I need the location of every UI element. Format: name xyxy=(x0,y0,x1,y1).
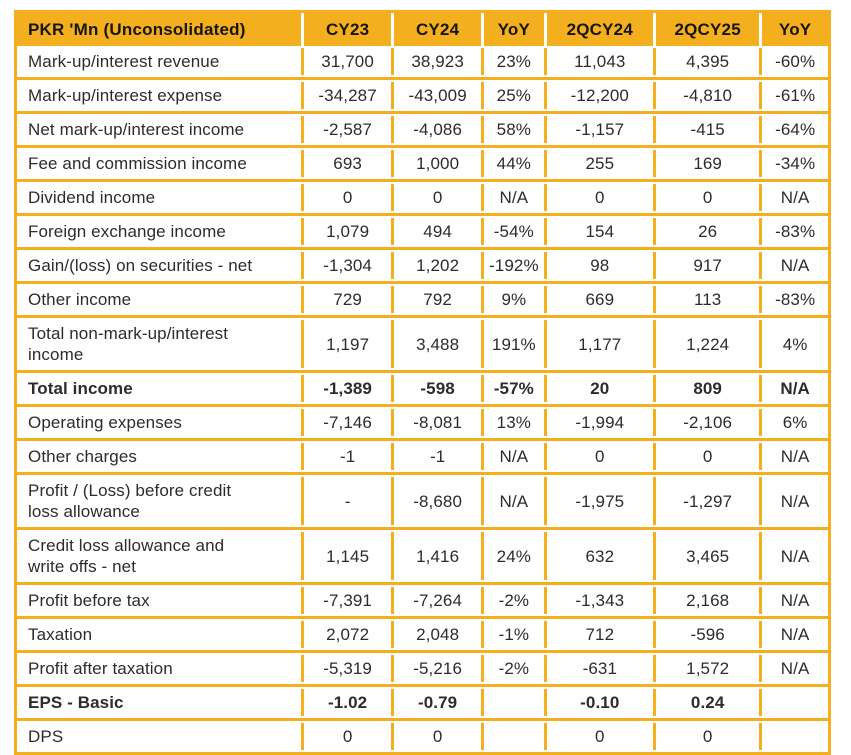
value-cell: -34% xyxy=(775,154,816,173)
header-cell-yoy-annual: YoY xyxy=(484,13,546,46)
value-cell: 25% xyxy=(484,82,546,109)
value-cell: -57% xyxy=(484,375,546,402)
value-cell: 26 xyxy=(656,218,762,245)
header-cell-2qcy25: 2QCY25 xyxy=(656,13,762,46)
row-label-cell: Other income xyxy=(17,286,304,313)
value-cell: -83% xyxy=(775,290,816,309)
value-cell: -2,106 xyxy=(656,409,762,436)
table-row xyxy=(17,718,828,752)
table-row xyxy=(17,281,828,315)
value-cell: -1.02 xyxy=(304,689,394,716)
value-cell: 20 xyxy=(547,375,656,402)
row-label-cell: Profit / (Loss) before credit loss allowance xyxy=(17,477,304,525)
value-cell: -1 xyxy=(304,443,394,470)
value-cell: 9% xyxy=(484,286,546,313)
value-cell: 4% xyxy=(782,334,808,354)
value-cell: 1,079 xyxy=(304,218,394,245)
table-row xyxy=(17,472,828,527)
value-cell: 0 xyxy=(394,723,484,750)
value-cell: 0 xyxy=(656,443,762,470)
value-cell: 58% xyxy=(484,116,546,143)
row-label-cell: Mark-up/interest revenue xyxy=(17,48,304,75)
row-label-cell: Total non-mark-up/interest income xyxy=(17,320,304,368)
value-cell: 0 xyxy=(656,723,762,750)
value-cell: -64% xyxy=(775,120,816,139)
value-cell: -5,319 xyxy=(304,655,394,682)
table-row xyxy=(17,247,828,281)
header-cell-yoy-quarterly: YoY xyxy=(778,19,812,39)
table-body xyxy=(17,46,828,752)
value-cell: -1,994 xyxy=(547,409,656,436)
value-cell: 1,224 xyxy=(656,320,762,368)
table-row xyxy=(17,46,828,77)
row-label-cell: Taxation xyxy=(17,621,304,648)
value-cell: N/A xyxy=(780,659,810,678)
table-row xyxy=(17,616,828,650)
header-cell-2qcy24: 2QCY24 xyxy=(547,13,656,46)
table-row xyxy=(17,145,828,179)
unconsolidated-income-statement-table xyxy=(14,10,831,755)
value-cell: 154 xyxy=(547,218,656,245)
row-label-cell: Net mark-up/interest income xyxy=(17,116,304,143)
value-cell: 38,923 xyxy=(394,48,484,75)
value-cell: N/A xyxy=(780,625,810,644)
value-cell: 169 xyxy=(656,150,762,177)
value-cell: N/A xyxy=(780,591,810,610)
value-cell: -5,216 xyxy=(394,655,484,682)
value-cell: -61% xyxy=(775,86,816,105)
value-cell: -596 xyxy=(656,621,762,648)
value-cell: -1,297 xyxy=(656,477,762,525)
table-header-row xyxy=(17,13,828,46)
value-cell: 729 xyxy=(304,286,394,313)
value-cell: N/A xyxy=(780,447,810,466)
value-cell: N/A xyxy=(780,188,810,207)
table-row xyxy=(17,404,828,438)
row-label-cell: Other charges xyxy=(17,443,304,470)
value-cell: 0 xyxy=(547,184,656,211)
value-cell xyxy=(484,723,546,750)
value-cell: -192% xyxy=(484,252,546,279)
table-row xyxy=(17,527,828,582)
value-cell: 2,168 xyxy=(656,587,762,614)
value-cell: 0 xyxy=(547,723,656,750)
row-label-cell: Dividend income xyxy=(17,184,304,211)
value-cell: 494 xyxy=(394,218,484,245)
value-cell: -2% xyxy=(484,655,546,682)
header-cell-cy23: CY23 xyxy=(304,13,394,46)
value-cell: -4,810 xyxy=(656,82,762,109)
row-label-cell: Mark-up/interest expense xyxy=(17,82,304,109)
value-cell: 31,700 xyxy=(304,48,394,75)
row-label-cell: Operating expenses xyxy=(17,409,304,436)
table-row xyxy=(17,650,828,684)
value-cell: -1% xyxy=(484,621,546,648)
value-cell: 3,488 xyxy=(394,320,484,368)
table-row xyxy=(17,582,828,616)
value-cell: N/A xyxy=(780,256,810,275)
value-cell: 669 xyxy=(547,286,656,313)
value-cell: 23% xyxy=(484,48,546,75)
value-cell: 792 xyxy=(394,286,484,313)
row-label-cell: Credit loss allowance and write offs - net xyxy=(17,532,304,580)
value-cell: 0 xyxy=(304,184,394,211)
value-cell: -7,391 xyxy=(304,587,394,614)
value-cell: -8,680 xyxy=(394,477,484,525)
value-cell: 1,177 xyxy=(547,320,656,368)
value-cell: 13% xyxy=(484,409,546,436)
value-cell: -0.79 xyxy=(394,689,484,716)
value-cell: 4,395 xyxy=(656,48,762,75)
table-row xyxy=(17,111,828,145)
value-cell: - xyxy=(304,477,394,525)
row-label-cell: Foreign exchange income xyxy=(17,218,304,245)
value-cell: 191% xyxy=(484,320,546,368)
row-label-cell: Profit before tax xyxy=(17,587,304,614)
value-cell: -1,975 xyxy=(547,477,656,525)
row-label-cell: Profit after taxation xyxy=(17,655,304,682)
value-cell: -631 xyxy=(547,655,656,682)
value-cell xyxy=(762,723,828,750)
value-cell xyxy=(762,689,828,716)
value-cell: 24% xyxy=(484,532,546,580)
value-cell: N/A xyxy=(780,491,810,511)
header-cell-cy24: CY24 xyxy=(394,13,484,46)
table-row xyxy=(17,684,828,718)
value-cell: -4,086 xyxy=(394,116,484,143)
row-label-cell: DPS xyxy=(17,723,304,750)
row-label-cell: EPS - Basic xyxy=(17,689,304,716)
table-row xyxy=(17,77,828,111)
value-cell: N/A xyxy=(484,477,546,525)
value-cell: -8,081 xyxy=(394,409,484,436)
value-cell: 1,416 xyxy=(394,532,484,580)
value-cell: 1,000 xyxy=(394,150,484,177)
value-cell: -1,304 xyxy=(304,252,394,279)
value-cell: 255 xyxy=(547,150,656,177)
value-cell: 917 xyxy=(656,252,762,279)
table-row xyxy=(17,370,828,404)
table-row xyxy=(17,213,828,247)
value-cell: -83% xyxy=(775,222,816,241)
value-cell: -0.10 xyxy=(547,689,656,716)
value-cell: N/A xyxy=(484,184,546,211)
value-cell: -1,157 xyxy=(547,116,656,143)
value-cell: N/A xyxy=(780,379,810,398)
value-cell: -7,146 xyxy=(304,409,394,436)
value-cell: 1,197 xyxy=(304,320,394,368)
value-cell: -2% xyxy=(484,587,546,614)
value-cell: -415 xyxy=(656,116,762,143)
value-cell: N/A xyxy=(484,443,546,470)
header-title-cell: PKR 'Mn (Unconsolidated) xyxy=(17,13,304,46)
value-cell: 11,043 xyxy=(547,48,656,75)
value-cell: 98 xyxy=(547,252,656,279)
value-cell: 0 xyxy=(656,184,762,211)
table-row xyxy=(17,315,828,370)
value-cell: -12,200 xyxy=(547,82,656,109)
value-cell: 0 xyxy=(304,723,394,750)
value-cell: -54% xyxy=(484,218,546,245)
value-cell: 0.24 xyxy=(656,689,762,716)
value-cell: -1,389 xyxy=(304,375,394,402)
table-row xyxy=(17,438,828,472)
value-cell: -7,264 xyxy=(394,587,484,614)
value-cell: 0 xyxy=(394,184,484,211)
value-cell: -598 xyxy=(394,375,484,402)
value-cell: N/A xyxy=(780,546,810,566)
row-label-cell: Fee and commission income xyxy=(17,150,304,177)
value-cell: 632 xyxy=(547,532,656,580)
value-cell: 712 xyxy=(547,621,656,648)
value-cell: 0 xyxy=(547,443,656,470)
value-cell: -43,009 xyxy=(394,82,484,109)
value-cell: 3,465 xyxy=(656,532,762,580)
value-cell: 809 xyxy=(656,375,762,402)
value-cell: 6% xyxy=(782,413,808,432)
value-cell: -34,287 xyxy=(304,82,394,109)
value-cell xyxy=(484,689,546,716)
value-cell: 2,048 xyxy=(394,621,484,648)
value-cell: 113 xyxy=(656,286,762,313)
value-cell: 44% xyxy=(484,150,546,177)
value-cell: 693 xyxy=(304,150,394,177)
table-row xyxy=(17,179,828,213)
value-cell: -1 xyxy=(394,443,484,470)
value-cell: -60% xyxy=(775,52,816,71)
value-cell: -2,587 xyxy=(304,116,394,143)
value-cell: 1,145 xyxy=(304,532,394,580)
row-label-cell: Gain/(loss) on securities - net xyxy=(17,252,304,279)
value-cell: 2,072 xyxy=(304,621,394,648)
value-cell: -1,343 xyxy=(547,587,656,614)
value-cell: 1,572 xyxy=(656,655,762,682)
value-cell: 1,202 xyxy=(394,252,484,279)
row-label-cell: Total income xyxy=(17,375,304,402)
